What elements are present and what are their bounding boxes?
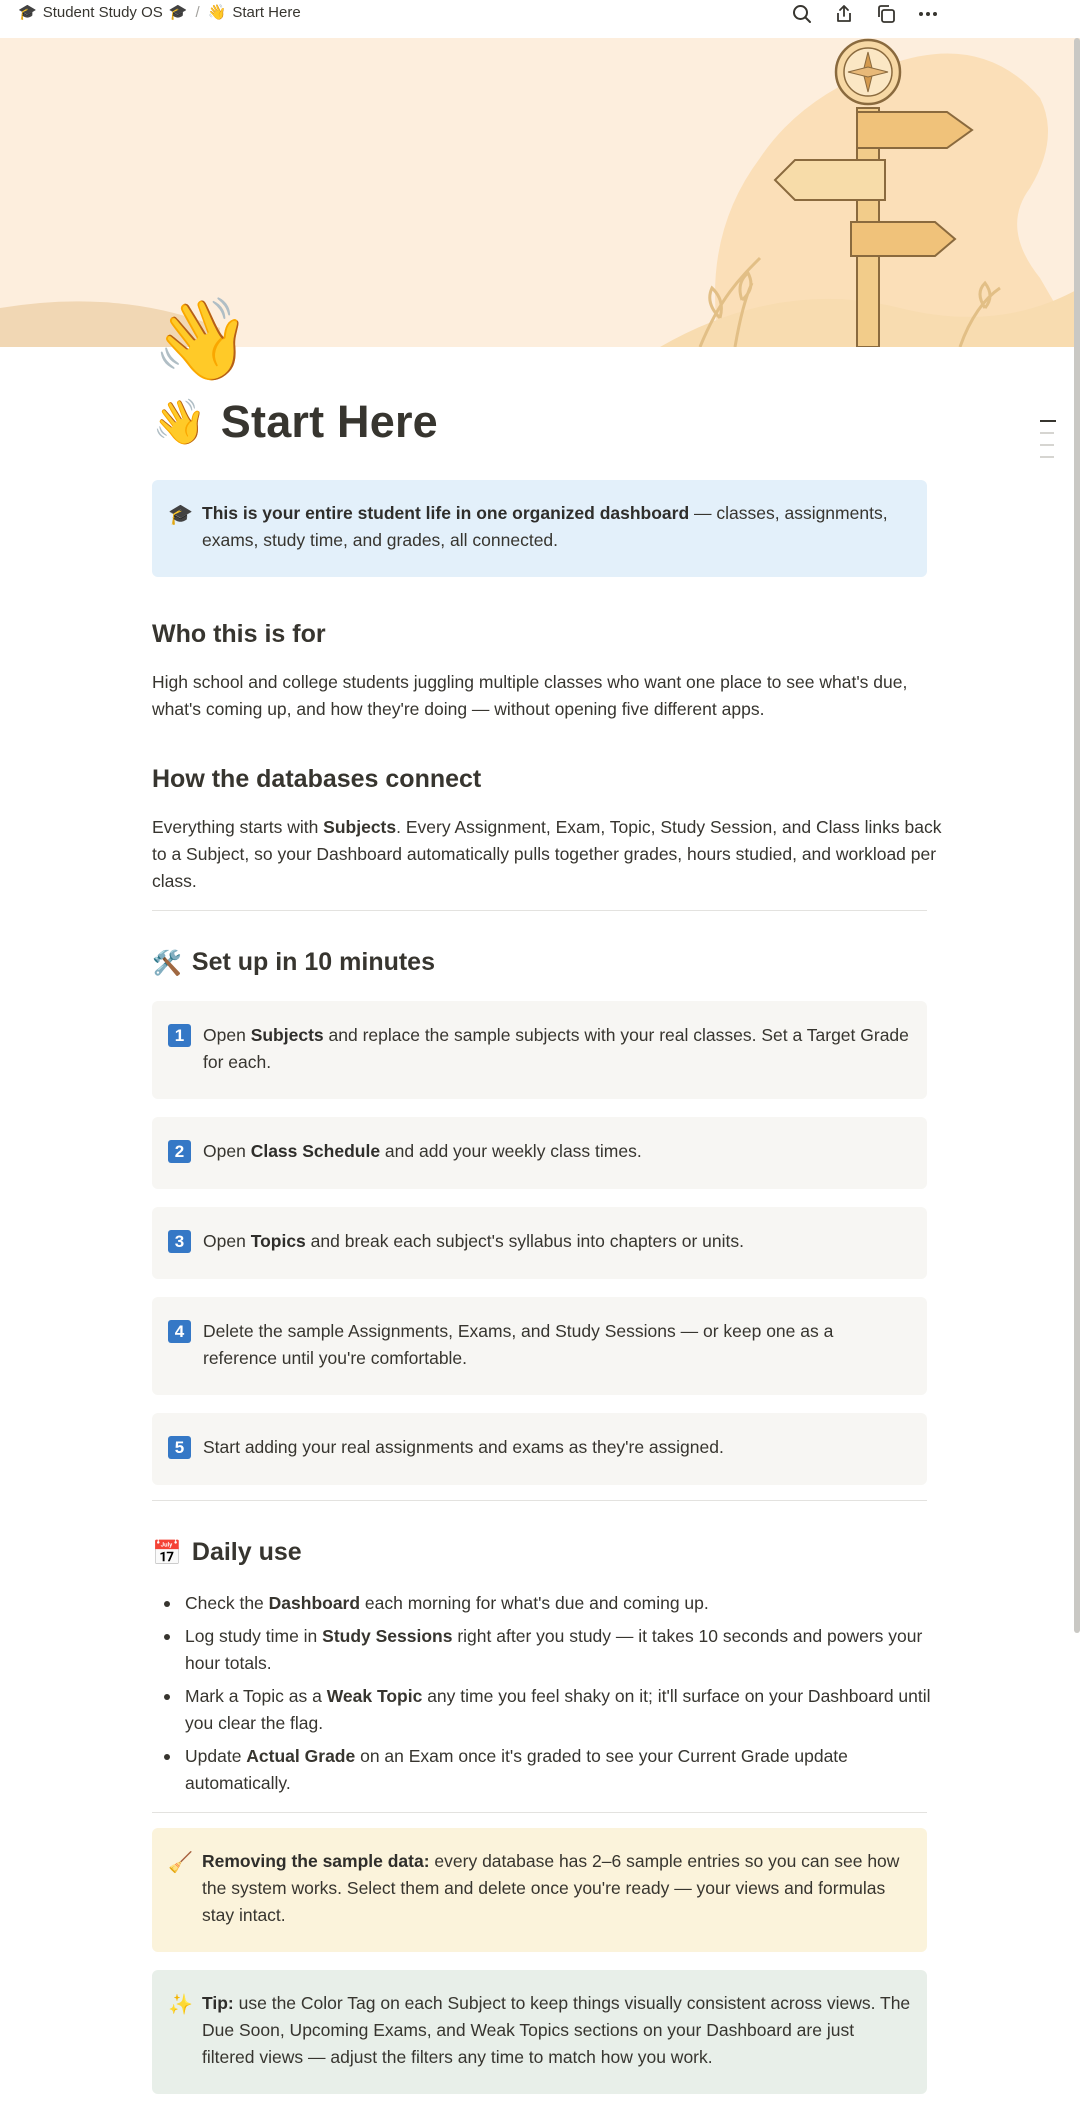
step-number-badge: 1: [168, 1024, 191, 1047]
setup-step-4: 4 Delete the sample Assignments, Exams, and Study Sessions — or keep one as a reference until you're comfortable.: [152, 1297, 927, 1395]
daily-use-list: [152, 1590, 932, 1803]
page-icon[interactable]: 👋: [152, 293, 252, 386]
page-title-text[interactable]: Start Here: [220, 396, 438, 447]
heading-who-this-is-for: Who this is for: [152, 620, 326, 648]
step-number-badge: 2: [168, 1140, 191, 1163]
divider: [152, 1500, 927, 1501]
tools-icon: 🛠️: [152, 948, 182, 977]
calendar-icon: 📅: [152, 1538, 182, 1567]
graduation-cap-icon: 🎓: [168, 502, 193, 526]
heading-databases-connect: How the databases connect: [152, 765, 482, 793]
breadcrumb-page[interactable]: [208, 3, 301, 21]
breadcrumb-workspace[interactable]: [18, 3, 187, 21]
sample-data-callout: [152, 1828, 927, 1952]
waving-hand-icon: 👋: [207, 3, 227, 21]
breadcrumb-separator: /: [195, 3, 200, 21]
list-item: Check the Dashboard each morning for what's due and coming up.: [152, 1590, 932, 1617]
step-number-badge: 3: [168, 1230, 191, 1253]
toolbar: [790, 2, 940, 26]
heading-daily-use: 📅 Daily use: [152, 1538, 302, 1567]
who-paragraph: High school and college students juggling multiple classes who want one place to see what's due, what's coming up, and how they're doing — without opening five different apps.: [152, 672, 908, 719]
breadcrumb-page-label: Start Here: [232, 3, 301, 21]
tip-callout-text: Tip: use the Color Tag on each Subject to keep things visually consistent across views. The Due Soon, Upcoming Exams, and Weak Topics sections on your Dashboard are just filtered views — adjust the filters any time to match how you work.: [202, 1993, 911, 2067]
setup-step-5: 5 Start adding your real assignments and exams as they're assigned.: [152, 1413, 927, 1485]
setup-step-3: 3 Open Topics and break each subject's syllabus into chapters or units.: [152, 1207, 927, 1279]
sparkles-icon: ✨: [168, 1992, 193, 2016]
setup-step-2: 2 Open Class Schedule and add your weekly class times.: [152, 1117, 927, 1189]
share-icon[interactable]: [832, 2, 856, 26]
graduation-cap-icon: 🎓: [18, 3, 37, 21]
intro-callout-text: This is your entire student life in one organized dashboard — classes, assignments, exams, study time, and grades, all connected.: [202, 503, 888, 550]
scrollbar[interactable]: [1074, 38, 1080, 1633]
heading-set-up: 🛠️ Set up in 10 minutes: [152, 948, 435, 977]
divider: [152, 1812, 927, 1813]
sample-callout-text: Removing the sample data: every database has 2–6 sample entries so you can see how the system works. Select them and delete once you're ready — your views and formulas stay intact.: [202, 1851, 900, 1925]
top-bar: [0, 0, 1080, 28]
breadcrumb-workspace-label: Student Study OS: [42, 3, 163, 21]
connect-paragraph: Everything starts with Subjects. Every Assignment, Exam, Topic, Study Session, and Class links back to a Subject, so your Dashboard automatically pulls together grades, hours studied, and workload per class.: [152, 817, 942, 891]
intro-callout: [152, 480, 927, 577]
page-title: [152, 396, 438, 448]
list-item: Log study time in Study Sessions right after you study — it takes 10 seconds and powers your hour totals.: [152, 1623, 932, 1677]
step-number-badge: 5: [168, 1436, 191, 1459]
step-number-badge: 4: [168, 1320, 191, 1343]
list-item: Mark a Topic as a Weak Topic any time you feel shaky on it; it'll surface on your Dashboard until you clear the flag.: [152, 1683, 932, 1737]
broom-icon: 🧹: [168, 1850, 193, 1874]
graduation-cap-icon: 🎓: [168, 3, 188, 21]
page-outline[interactable]: [1040, 420, 1056, 468]
tip-callout: [152, 1970, 927, 2094]
duplicate-icon[interactable]: [874, 2, 898, 26]
more-icon[interactable]: [916, 2, 940, 26]
divider: [152, 910, 927, 911]
breadcrumb: [18, 3, 301, 21]
list-item: Update Actual Grade on an Exam once it's graded to see your Current Grade update automatically.: [152, 1743, 932, 1797]
setup-step-1: 1 Open Subjects and replace the sample subjects with your real classes. Set a Target Grade for each.: [152, 1001, 927, 1099]
search-icon[interactable]: [790, 2, 814, 26]
waving-hand-icon: 👋: [152, 397, 207, 448]
